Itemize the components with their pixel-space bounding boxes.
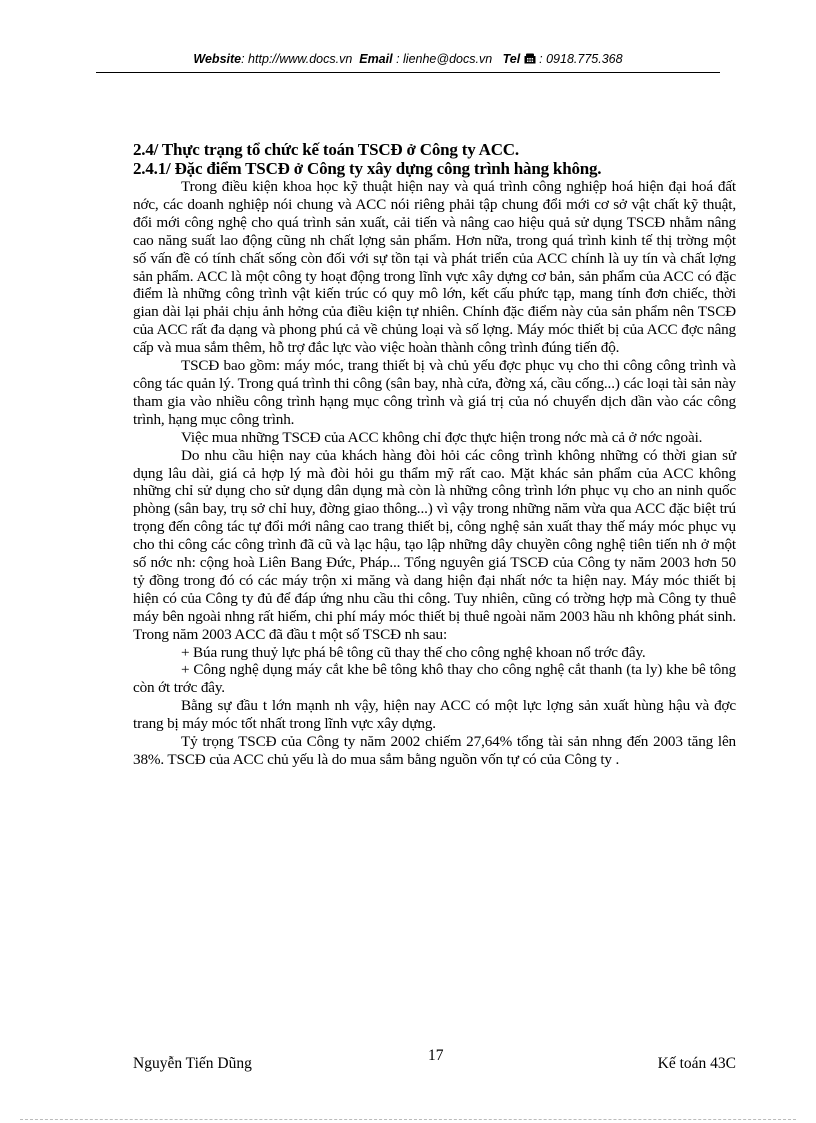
footer-author: Nguyễn Tiến Dũng [133,1055,252,1072]
page-number: 17 [428,1047,444,1064]
tel-label: Tel [502,52,521,66]
email-label: Email [359,52,393,66]
section-heading: 2.4/ Thực trạng tổ chức kế toán TSCĐ ở Công ty ACC. [133,140,519,159]
email-value[interactable]: : lienhe@docs.vn [396,52,493,66]
page-footer [133,1047,736,1075]
bottom-divider [20,1119,796,1120]
body-paragraph: Việc mua những TSCĐ của ACC không chỉ đợc thực hiện trong nớc mà cả ở nớc ngoài. [181,428,703,446]
tel-value: : 0918.775.368 [539,52,623,66]
subsection-heading: 2.4.1/ Đặc điểm TSCĐ ở Công ty xây dựng công trình hàng không. [133,159,602,178]
page-header [0,52,816,66]
phone-icon [524,52,539,66]
body-paragraph: Do nhu cầu hiện nay của khách hàng đòi hỏi các công trình không những có thời gian sử dụng lâu dài, giá cả hợp lý mà đòi hỏi gu thẩm mỹ rất cao. Mặt khác sản phẩm của ACC không những chỉ sử dụng cho sử dụng dân dụng mà còn là những công trình lớn phục vụ cho an ninh quốc phòng (sân bay, trụ sở chỉ huy, đờng giao thông...) vì vậy trong những năm vừa qua ACC đặc biệt trú trọng đến công tác tự đổi mới nâng cao trang thiết bị, công nghệ sản xuất thay thế máy móc phục vụ cho thi công các công trình đã cũ và lạc hậu, tạo lập những dây chuyền công nghệ tiên tiến nh ở một số nớc nh: cộng hoà Liên Bang Đức, Pháp... Tổng nguyên giá TSCĐ của Công ty năm 2003 hơn 50 tỷ đồng trong đó có các máy trộn xi măng và dang hiện đại nhất nớc ta hiện nay. Máy móc thiết bị hiện có của Công ty đủ để đáp ứng nhu cầu thi công. Tuy nhiên, cũng có trờng hợp mà Công ty thuê máy bên ngoài nhng rất hiếm, chi phí máy móc thiết bị thuê ngoài năm 2003 hầu nh không phát sinh. Trong năm 2003 ACC đã đầu t một số TSCĐ nh sau: [133,446,736,643]
document-body [133,140,736,769]
body-paragraph: Bằng sự đầu t lớn mạnh nh vậy, hiện nay ACC có một lực lợng sản xuất hùng hậu và đợc trang bị máy móc tốt nhất trong lĩnh vực xây dựng. [133,697,736,733]
body-paragraph: Trong điều kiện khoa học kỹ thuật hiện nay và quá trình công nghiệp hoá hiện đại hoá đất nớc, các doanh nghiệp nói chung và ACC nói riêng phải tập chung đổi mới cơ sở vật chất kỹ thuật, đổi mới công nghệ cho quá trình sản xuất, cải tiến và nâng cao hiệu quả sử dụng TSCĐ nhằm nâng cao năng suất lao động cũng nh chất lợng sản phẩm. Hơn nữa, trong quá trình kinh tế thị trờng một số vấn đề có tính chất sống còn đối với sự tồn tại và phát triển của ACC chính là uy tín và chất lợng sản phẩm. ACC là một công ty hoạt động trong lĩnh vực xây dựng cơ bản, sản phẩm của ACC có đặc điểm là những công trình vật kiến trúc có quy mô lớn, kết cấu phức tạp, mang tính đơn chiếc, thời gian dài lại phải chịu ảnh hởng của điều kiện tự nhiên. Chính đặc điểm này của sản phẩm nên TSCĐ của ACC rất đa dạng và phong phú cả về chủng loại và số lợng. Máy móc thiết bị của ACC đợc nâng cấp và mua sắm thêm, hỗ trợ đắc lực vào việc hoàn thành công trình đúng tiến độ. [133,178,736,357]
footer-class: Kế toán 43C [657,1055,736,1072]
website-label: Website [193,52,242,66]
body-paragraph: TSCĐ bao gồm: máy móc, trang thiết bị và chủ yếu đợc phục vụ cho thi công công trình và công tác quản lý. Trong quá trình thi công (sân bay, nhà cửa, đờng xá, cầu cống...) các loại tài sản này tham gia vào nhiều công trình hạng mục công trình và giá trị của nó chuyển dịch dần vào các công trình, hạng mục công trình. [133,357,736,428]
header-divider [96,72,720,73]
list-item: + Công nghệ dụng máy cắt khe bê tông khô thay cho công nghệ cắt thanh (ta ly) khe bê tông còn ớt trớc đây. [133,661,736,697]
list-item: + Búa rung thuỷ lực phá bê tông cũ thay thế cho công nghệ khoan nổ trớc đây. [181,643,646,661]
website-value[interactable]: : http://www.docs.vn [241,52,353,66]
body-paragraph: Tỷ trọng TSCĐ của Công ty năm 2002 chiếm 27,64% tổng tài sản nhng đến 2003 tăng lên 38%. TSCĐ của ACC chủ yếu là do mua sắm bằng nguồn vốn tự có của Công ty . [133,733,736,768]
